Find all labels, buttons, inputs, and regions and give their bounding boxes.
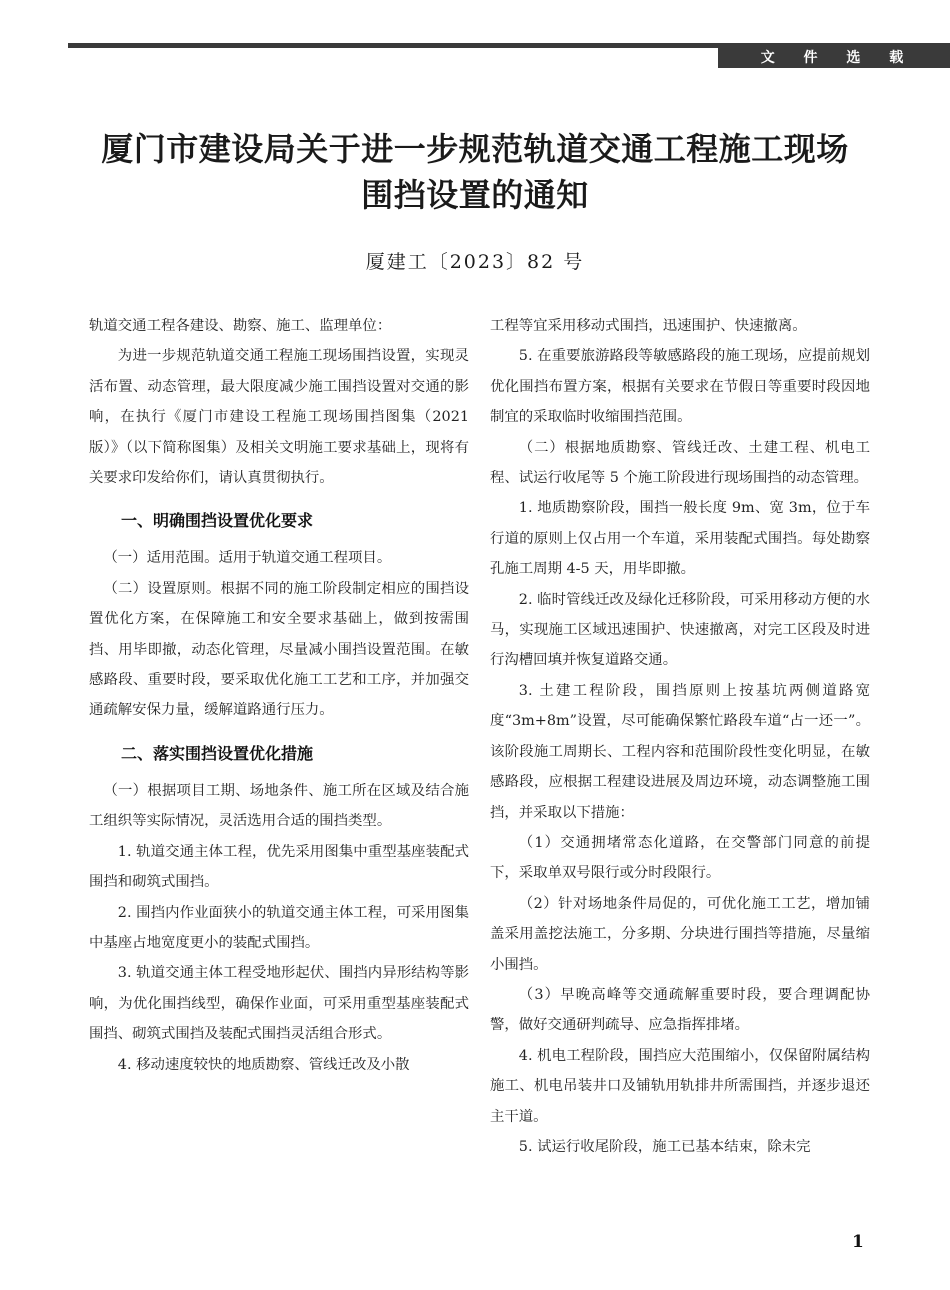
section-heading-1: 一、明确围挡设置优化要求 bbox=[121, 511, 314, 531]
paragraph: （一）适用范围。适用于轨道交通工程项目。 bbox=[103, 550, 392, 567]
list-item: 1. 地质勘察阶段，围挡一般长度 9m、宽 3m，位于车行道的原则上仅占用一个车道，采用装配式围挡。每处勘察孔施工周期 4-5 天，用毕即撤。 bbox=[490, 500, 870, 578]
sub-list-item: （2）针对场地条件局促的，可优化施工工艺，增加铺盖采用盖挖法施工，分多期、分块进行围挡等措施，尽量缩小围挡。 bbox=[490, 895, 870, 973]
intro-paragraph: 为进一步规范轨道交通工程施工现场围挡设置，实现灵活布置、动态管理，最大限度减少施工围挡设置对交通的影响，在执行《厦门市建设工程施工现场围挡图集（2021 版）》（以下简称图集）及相关文明施工要求基础上，现将有关要求印发给你们，请认真贯彻执行。 bbox=[89, 348, 469, 487]
paragraph: （一）根据项目工期、场地条件、施工所在区域及结合施工组织等实际情况，灵活选用合适的围挡类型。 bbox=[89, 782, 469, 830]
paragraph-continued: 工程等宜采用移动式围挡，迅速围护、快速撤离。 bbox=[490, 318, 807, 334]
list-item: 4. 机电工程阶段，围挡应大范围缩小，仅保留附属结构施工、机电吊装井口及铺轨用轨排井所需围挡，并逐步退还主干道。 bbox=[490, 1047, 870, 1125]
list-item: 2. 围挡内作业面狭小的轨道交通主体工程，可采用图集中基座占地宽度更小的装配式围挡。 bbox=[89, 904, 469, 951]
list-item: 5. 在重要旅游路段等敏感路段的施工现场，应提前规划优化围挡布置方案，根据有关要求在节假日等重要时段因地制宜的采取临时收缩围挡范围。 bbox=[490, 348, 870, 426]
list-item: 4. 移动速度较快的地质勘察、管线迁改及小散 bbox=[117, 1056, 410, 1073]
title-line-1: 厦门市建设局关于进一步规范轨道交通工程施工现场 bbox=[101, 130, 849, 168]
salutation: 轨道交通工程各建设、勘察、施工、监理单位： bbox=[89, 318, 392, 334]
document-title bbox=[60, 126, 890, 218]
page-number: 1 bbox=[852, 1232, 864, 1252]
paragraph: （二）根据地质勘察、管线迁改、土建工程、机电工程、试运行收尾等 5 个施工阶段进行现场围挡的动态管理。 bbox=[490, 439, 870, 487]
sub-list-item: （3）早晚高峰等交通疏解重要时段，要合理调配协警，做好交通研判疏导、应急指挥排堵。 bbox=[490, 986, 870, 1034]
title-line-2: 围挡设置的通知 bbox=[361, 176, 589, 214]
section-label: 文 件 选 载 bbox=[718, 48, 950, 68]
right-column bbox=[490, 311, 870, 1162]
left-column bbox=[89, 311, 469, 1080]
list-item: 1. 轨道交通主体工程，优先采用图集中重型基座装配式围挡和砌筑式围挡。 bbox=[89, 843, 469, 891]
list-item: 2. 临时管线迁改及绿化迁移阶段，可采用移动方便的水马，实现施工区域迅速围护、快速撤离，对完工区段及时进行沟槽回填并恢复道路交通。 bbox=[490, 591, 870, 669]
list-item: 5. 试运行收尾阶段，施工已基本结束，除未完 bbox=[518, 1138, 811, 1155]
document-number: 厦建工〔2023〕82 号 bbox=[365, 251, 585, 273]
sub-list-item: （1）交通拥堵常态化道路，在交警部门同意的前提下，采取单双号限行或分时段限行。 bbox=[490, 834, 870, 882]
list-item: 3. 轨道交通主体工程受地形起伏、围挡内异形结构等影响，为优化围挡线型，确保作业面，可采用重型基座装配式围挡、砌筑式围挡及装配式围挡灵活组合形式。 bbox=[89, 965, 469, 1043]
paragraph: （二）设置原则。根据不同的施工阶段制定相应的围挡设置优化方案，在保障施工和安全要求基础上，做到按需围挡、用毕即撤，动态化管理，尽量减小围挡设置范围。在敏感路段、重要时段，要采取优化施工工艺和工序，并加强交通疏解安保力量，缓解道路通行压力。 bbox=[89, 580, 469, 719]
list-item: 3. 土建工程阶段，围挡原则上按基坑两侧道路宽度“3m+8m”设置，尽可能确保繁忙路段车道“占一还一”。该阶段施工周期长、工程内容和范围阶段性变化明显，在敏感路段，应根据工程建设进展及周边环境，动态调整施工围挡，并采取以下措施： bbox=[490, 682, 870, 821]
section-heading-2: 二、落实围挡设置优化措施 bbox=[121, 743, 314, 763]
